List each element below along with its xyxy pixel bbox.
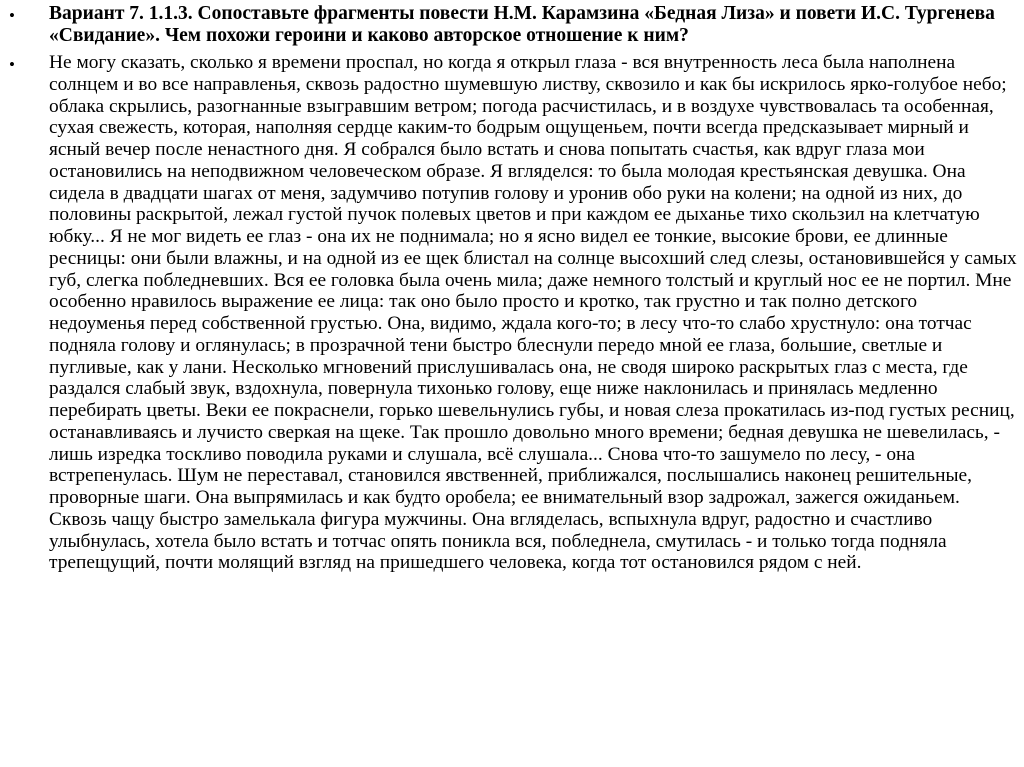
task-heading: Вариант 7. 1.1.3. Сопоставьте фрагменты повести Н.М. Карамзина «Бедная Лиза» и повети И.С. Тургенева «Свидание». Чем похожи героини и каково авторское отношение к ним? xyxy=(49,3,995,46)
bullet-icon: • xyxy=(9,6,15,25)
excerpt-paragraph: Не могу сказать, сколько я времени проспал, но когда я открыл глаза - вся внутренность леса была наполнена солнцем и во все направленья, сквозь радостно шумевшую листву, сквозило и как бы искрилось ярко-голубое небо; облака скрылись, разогнанные взыгравшим ветром; погода расчистилась, и в воздухе чувствовалась та особенная, сухая свежесть, которая, наполняя сердце каким-то бодрым ощущеньем, почти всегда предсказывает мирный и ясный вечер после ненастного дня. Я собрался было встать и снова попытать счастья, как вдруг глаза мои остановились на неподвижном человеческом образе. Я вгляделся: то была молодая крестьянская девушка. Она сидела в двадцати шагах от меня, задумчиво потупив голову и уронив обо руки на колени; на одной из них, до половины раскрытой, лежал густой пучок полевых цветов и при каждом ее дыханье тихо скользил на клетчатую юбку... Я не мог видеть ее глаз - она их не поднимала; но я ясно видел ее тонкие, высокие брови, ее длинные ресницы: они были влажны, и на одной из ее щек блистал на солнце высохший след слезы, остановившейся у самых губ, слегка побледневших. Вся ее головка была очень мила; даже немного толстый и круглый нос ее не портил. Мне особенно нравилось выражение ее лица: так оно было просто и кротко, так грустно и так полно детского недоуменья перед собственной грустью. Она, видимо, ждала кого-то; в лесу что-то слабо хрустнуло: она тотчас подняла голову и оглянулась; в прозрачной тени быстро блеснули передо мной ее глаза, большие, светлые и пугливые, как у лани. Несколько мгновений прислушивалась она, не сводя широко раскрытых глаз с места, где раздался слабый звук, вздохнула, повернула тихонько голову, еще ниже наклонилась и принялась медленно перебирать цветы. Веки ее покраснели, горько шевельнулись губы, и новая слеза прокатилась из-под густых ресниц, останавливаясь и лучисто сверкая на щеке. Так прошло довольно много времени; бедная девушка не шевелилась, - лишь изредка тоскливо поводила руками и слушала, всё слушала... Снова что-то зашумело по лесу, - она встрепенулась. Шум не переставал, становился явственней, приближался, послышались наконец решительные, проворные шаги. Она выпрямилась и как будто оробела; ее внимательный взор задрожал, зажегся ожиданьем. Сквозь чащу быстро замелькала фигура мужчины. Она вгляделась, вспыхнула вдруг, радостно и счастливо улыбнулась, хотела было встать и тотчас опять поникла вся, побледнела, смутилась - и только тогда подняла трепещущий, почти молящий взгляд на пришедшего человека, когда тот остановился рядом с ней. xyxy=(49,52,1017,574)
bullet-icon: • xyxy=(9,55,15,74)
